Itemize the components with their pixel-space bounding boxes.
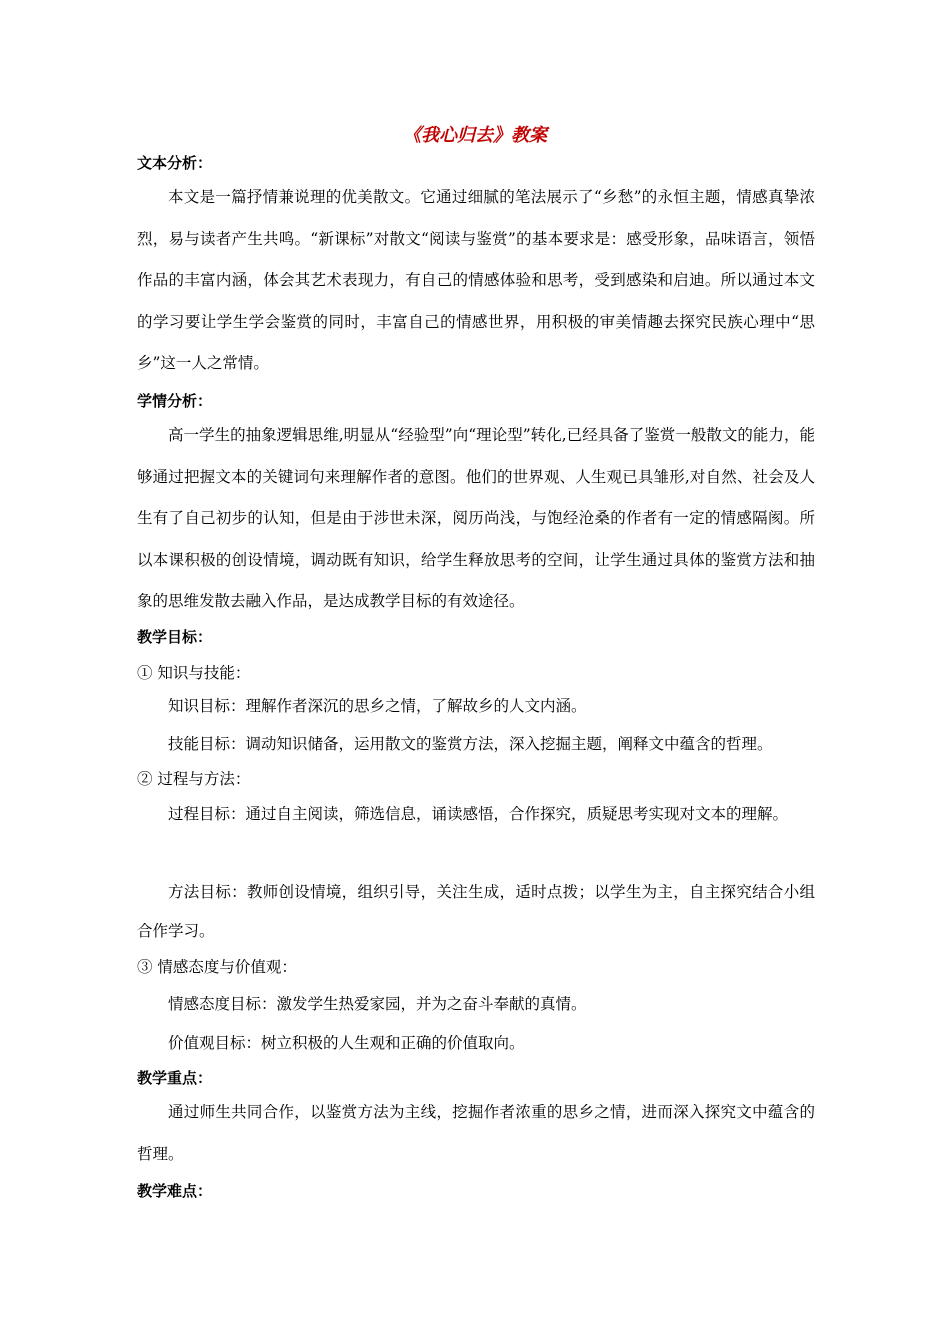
objective-group-process-method: ② 过程与方法： <box>137 770 251 788</box>
heading-key-points: 教学重点： <box>137 1069 213 1087</box>
objective-group-knowledge-skills: ① 知识与技能： <box>137 664 251 682</box>
heading-learner-analysis: 学情分析： <box>137 392 213 410</box>
heading-difficulties: 教学难点： <box>137 1182 213 1200</box>
document-title: 《我心归去》教案 <box>403 125 547 146</box>
heading-text-analysis: 文本分析： <box>137 154 213 172</box>
objective-method: 方法目标：教师创设情境，组织引导，关注生成，适时点拨；以学生为主，自主探究结合小组合作学习。 <box>137 883 815 940</box>
paragraph-key-points: 通过师生共同合作，以鉴赏方法为主线，挖掘作者浓重的思乡之情，进而深入探究文中蕴含的哲理。 <box>137 1103 815 1163</box>
objective-attitude: 情感态度目标：激发学生热爱家园，并为之奋斗奉献的真情。 <box>168 995 587 1013</box>
objective-knowledge: 知识目标：理解作者深沉的思乡之情，了解故乡的人文内涵。 <box>168 697 587 715</box>
objective-values: 价值观目标：树立积极的人生观和正确的价值取向。 <box>168 1034 525 1052</box>
paragraph-learner-analysis: 高一学生的抽象逻辑思维,明显从“经验型”向“理论型”转化,已经具备了鉴赏一般散文的能力，能够通过把握文本的关键词句来理解作者的意图。他们的世界观、人生观已具雏形,对自然、社会及人生有了自己初步的认知，但是由于涉世未深，阅历尚浅，与饱经沧桑的作者有一定的情感隔阂。所以本课积极的创设情境，调动既有知识，给学生释放思考的空间，让学生通过具体的鉴赏方法和抽象的思维发散去融入作品，是达成教学目标的有效途径。 <box>137 426 815 610</box>
paragraph-text-analysis: 本文是一篇抒情兼说理的优美散文。它通过细腻的笔法展示了“乡愁”的永恒主题，情感真挚浓烈，易与读者产生共鸣。“新课标”对散文“阅读与鉴赏”的基本要求是：感受形象，品味语言，领悟作品的丰富内涵，体会其艺术表现力，有自己的情感体验和思考，受到感染和启迪。所以通过本文的学习要让学生学会鉴赏的同时，丰富自己的情感世界，用积极的审美情趣去探究民族心理中“思乡”这一人之常情。 <box>137 188 815 372</box>
objective-skill: 技能目标：调动知识储备，运用散文的鉴赏方法，深入挖掘主题，阐释文中蕴含的哲理。 <box>168 735 773 753</box>
objective-group-attitude-values: ③ 情感态度与价值观： <box>137 958 297 976</box>
objective-process: 过程目标：通过自主阅读，筛选信息，诵读感悟，合作探究，质疑思考实现对文本的理解。 <box>168 805 789 823</box>
heading-objectives: 教学目标： <box>137 628 213 646</box>
